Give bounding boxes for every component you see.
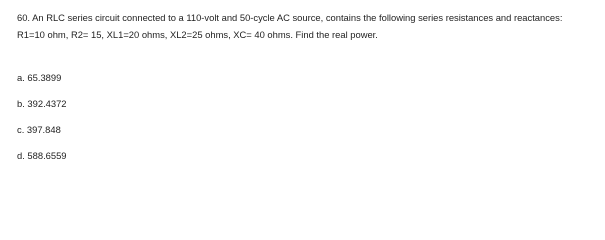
option-d[interactable]: d. 588.6559 (17, 150, 67, 161)
option-c[interactable]: c. 397.848 (17, 124, 61, 135)
question-text: 60. An RLC series circuit connected to a 110-volt and 50-cycle AC source, contains the following series resistances and reactances: R1=10 ohm, R2= 15, XL1=20 ohms, XL2=25 ohms, XC= 40 ohms. Find the real power. (17, 12, 563, 40)
option-b[interactable]: b. 392.4372 (17, 98, 67, 109)
answer-options (17, 69, 67, 173)
option-a[interactable]: a. 65.3899 (17, 72, 62, 83)
